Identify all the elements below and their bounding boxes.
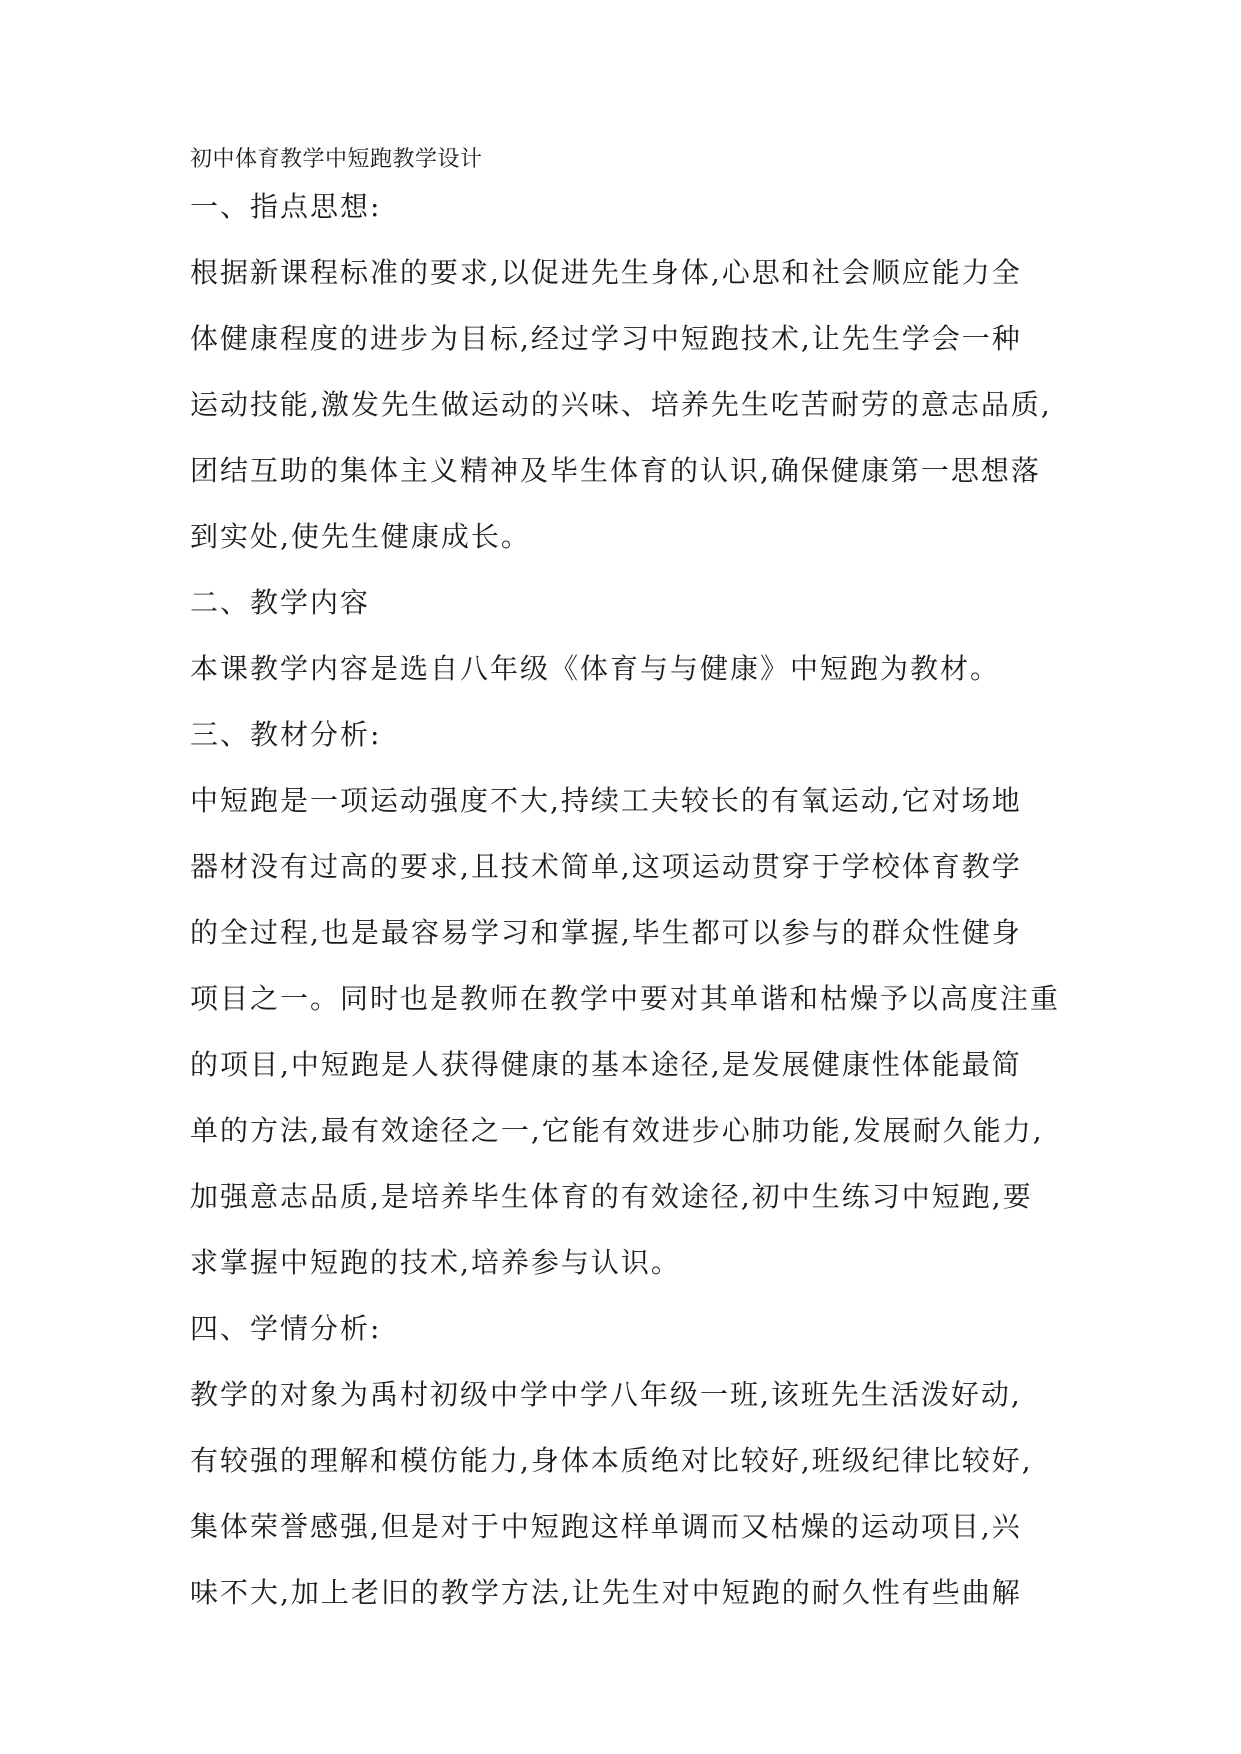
- paragraph-line: 加强意志品质,是培养毕生体育的有效途径,初中生练习中短跑,要: [190, 1180, 1033, 1213]
- paragraph-line: 运动技能,激发先生做运动的兴味、培养先生吃苦耐劳的意志品质,: [190, 388, 1052, 421]
- section-heading-student-analysis: 四、学情分析:: [190, 1312, 382, 1345]
- section-heading-material-analysis: 三、教材分析:: [190, 718, 382, 751]
- paragraph-line: 项目之一。同时也是教师在教学中要对其单谐和枯燥予以高度注重: [190, 982, 1061, 1015]
- paragraph-line: 到实处,使先生健康成长。: [190, 520, 531, 553]
- document-body: [190, 140, 1070, 1626]
- paragraph-line: 器材没有过高的要求,且技术简单,这项运动贯穿于学校体育教学: [190, 850, 1022, 883]
- paragraph-line: 本课教学内容是选自八年级《体育与与健康》中短跑为教材。: [190, 652, 1001, 685]
- section-heading-teaching-content: 二、教学内容: [190, 586, 371, 619]
- paragraph-line: 的项目,中短跑是人获得健康的基本途径,是发展健康性体能最简: [190, 1048, 1022, 1081]
- paragraph-line: 体健康程度的进步为目标,经过学习中短跑技术,让先生学会一种: [190, 322, 1022, 355]
- paragraph-line: 教学的对象为禹村初级中学中学八年级一班,该班先生活泼好动,: [190, 1378, 1022, 1411]
- paragraph-line: 有较强的理解和模仿能力,身体本质绝对比较好,班级纪律比较好,: [190, 1444, 1033, 1477]
- paragraph-line: 中短跑是一项运动强度不大,持续工夫较长的有氧运动,它对场地: [190, 784, 1022, 817]
- paragraph-line: 的全过程,也是最容易学习和掌握,毕生都可以参与的群众性健身: [190, 916, 1022, 949]
- paragraph-line: 集体荣誉感强,但是对于中短跑这样单调而又枯燥的运动项目,兴: [190, 1510, 1022, 1543]
- document-title: 初中体育教学中短跑教学设计: [190, 147, 483, 172]
- paragraph-line: 根据新课程标准的要求,以促进先生身体,心思和社会顺应能力全: [190, 256, 1022, 289]
- paragraph-line: 单的方法,最有效途径之一,它能有效进步心肺功能,发展耐久能力,: [190, 1114, 1044, 1147]
- paragraph-line: 求掌握中短跑的技术,培养参与认识。: [190, 1246, 681, 1279]
- paragraph-line: 味不大,加上老旧的教学方法,让先生对中短跑的耐久性有些曲解: [190, 1576, 1022, 1609]
- section-heading-guiding-thought: 一、指点思想:: [190, 190, 382, 223]
- paragraph-line: 团结互助的集体主义精神及毕生体育的认识,确保健康第一思想落: [190, 454, 1041, 487]
